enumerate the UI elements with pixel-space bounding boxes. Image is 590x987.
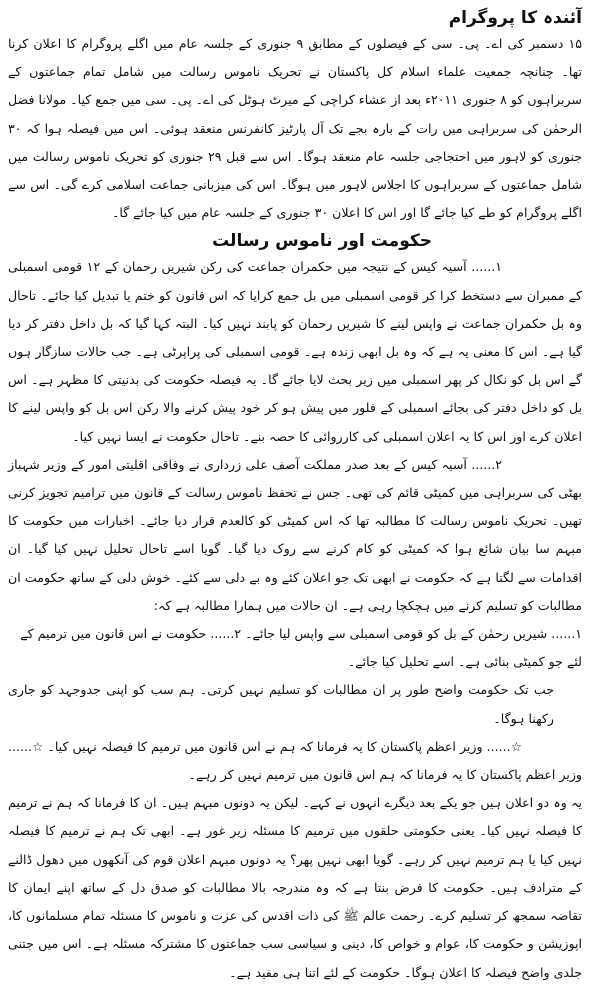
closing-paragraph: یہ وہ دو اعلان ہیں جو یکے بعد دیگرے انہوں نے کہے۔ لیکن یہ دونوں مبہم ہیں۔ ان کا فرمانا کہ ہم نے ترمیم کا فیصلہ نہیں کیا۔ یعنی حکومتی حلقوں میں ترمیم کا مسئلہ زیر غور ہے۔ ابھی تک ہم نے ترمیم کا فیصلہ نہیں کیا یا ہم ترمیم نہیں کر رہے۔ گویا ابھی نہیں پھر؟ یہ دونوں مبہم اعلان قوم کی آنکھوں میں دھول ڈالنے کے مترادف ہیں۔ حکومت کا فرض بنتا ہے کہ وہ مندرجہ بالا مطالبات کو صدق دل کے ساتھ اپنے ایمان کا تقاضہ سمجھ کر تسلیم کرے۔ رحمت عالم ﷺ کی ذات اقدس کی عزت و ناموس کا مسئلہ تمام مسلمانوں کا، اپوزیشن و حکومت کا، عوام و خواص کا، دینی و سیاسی سب جماعتوں کا مشترکہ مسئلہ ہے۔ اس میں جتنی جلدی واضح فیصلہ کا اعلان ہوگا۔ حکومت کے لئے اتنا ہی مفید ہے۔ <box>8 795 582 980</box>
point-2-paragraph: ۲...... آسیہ کیس کے بعد صدر مملکت آصف علی زرداری نے وفاقی اقلیتی امور کے وزیر شہباز بھٹی کی سربراہی میں کمیٹی قائم کی تھی۔ جس نے تحفظ ناموس رسالت کے قانون میں ترامیم تجویز کرنی تھیں۔ تحریک ناموس رسالت کا مطالبہ تھا کہ اس کمیٹی کو کالعدم قرار دیا جائے۔ اخبارات میں حکومت کا مبہم سا بیان شائع ہوا کہ کمیٹی کو کام کرنے سے روک دیا گیا۔ گویا اسے تاحال تحلیل نہیں کیا گیا۔ ان اقدامات سے لگتا ہے کہ حکومت نے ابھی تک جو اعلان کئے وہ بے دلی سے کئے۔ خوش دلی کے ساتھ حکومت ان مطالبات کو تسلیم کرنے میں ہچکچا رہی ہے۔ ان حالات میں ہمارا مطالبہ ہے کہ: <box>8 456 582 613</box>
prime-minister-statements-paragraph: ☆...... وزیر اعظم پاکستان کا یہ فرمانا کہ ہم نے اس قانون میں ترمیم کا فیصلہ نہیں کیا۔ ☆...... وزیر اعظم پاکستان کا یہ فرمانا کہ ہم اس قانون میں ترمیم نہیں کر رہے۔ <box>8 738 582 783</box>
point-1-paragraph: ۱...... آسیہ کیس کے نتیجہ میں حکمران جماعت کی رکن شیریں رحمان کے ۱۲ قومی اسمبلی کے ممبران سے دستخط کرا کر قومی اسمبلی میں بل جمع کرایا کہ اس قانون کو ختم یا تبدیل کیا جائے۔ تاحال وہ بل حکمران جماعت نے واپس لینے کا شیریں رحمان کو پابند نہیں کیا۔ البتہ کہا گیا کہ بل داخل دفتر کر دیا گیا ہے۔ اس کا معنی یہ ہے کہ وہ بل ابھی زندہ ہے۔ قومی اسمبلی کی پراپرٹی ہے۔ جب حالات سازگار ہوں گے اس بل کو نکال کر پھر اسمبلی میں زیر بحث لایا جائے گا۔ یہ فیصلہ حکومت کی بدنیتی کا مظہر ہے۔ اس بل کو داخل دفتر کی بجائے اسمبلی کے فلور میں پیش ہو کر خود پیش کرنے والا رکن اس بل کو واپس لینے کا اعلان کرے اور اس کا یہ اعلان اسمبلی کی کارروائی کا حصہ بنے۔ تاحال حکومت نے ایسا نہیں کیا۔ <box>8 259 582 444</box>
section-heading-upcoming-program: آئندہ کا پروگرام <box>448 8 582 28</box>
upcoming-program-paragraph: ۱۵ دسمبر کی اے۔ پی۔ سی کے فیصلوں کے مطابق ۹ جنوری کے جلسہ عام میں اگلے پروگرام کا اعلان کرنا تھا۔ چنانچہ جمعیت علماء اسلام کل پاکستان نے تحریک ناموس رسالت میں شامل تمام جماعتوں کے سربراہوں کو ۸ جنوری ۲۰۱۱ء بعد از عشاء کراچی کے میرٹ ہوٹل کی اے۔ پی۔ سی میں جمع کیا۔ مولانا فضل الرحمٰن کی سربراہی میں رات کے بارہ بجے تک آل پارٹیز کانفرنس منعقد ہوئی۔ اس میں فیصلہ ہوا کہ ۳۰ جنوری کو لاہور میں احتجاجی جلسہ عام منعقد ہوگا۔ اس سے قبل ۲۹ جنوری کو تحریک ناموس رسالت میں شامل جماعتوں کے سربراہوں کا اجلاس لاہور میں ہوگا۔ اس کی میزبانی جماعت اسلامی کرے گی۔ اس سے اگلے پروگرام کو طے کیا جائے گا اور اس کا اعلان ۳۰ جنوری کے جلسہ عام میں کیا جائے گا۔ <box>8 36 583 221</box>
section-heading-government-and-namoos: حکومت اور ناموس رسالت <box>212 231 432 252</box>
continue-struggle-paragraph: جب تک حکومت واضح طور پر ان مطالبات کو تسلیم نہیں کرتی۔ ہم سب کو اپنی جدوجہد کو جاری رکھنا ہوگا۔ <box>8 682 554 726</box>
demand-line-1: ۱...... شیریں رحمٰن کے بل کو قومی اسمبلی سے واپس لیا جائے۔ ۲...... حکومت نے اس قانون میں ترمیم کے <box>20 626 582 642</box>
demand-line-2: لئے جو کمیٹی بنائی ہے۔ اسے تحلیل کیا جائے۔ <box>347 654 582 670</box>
